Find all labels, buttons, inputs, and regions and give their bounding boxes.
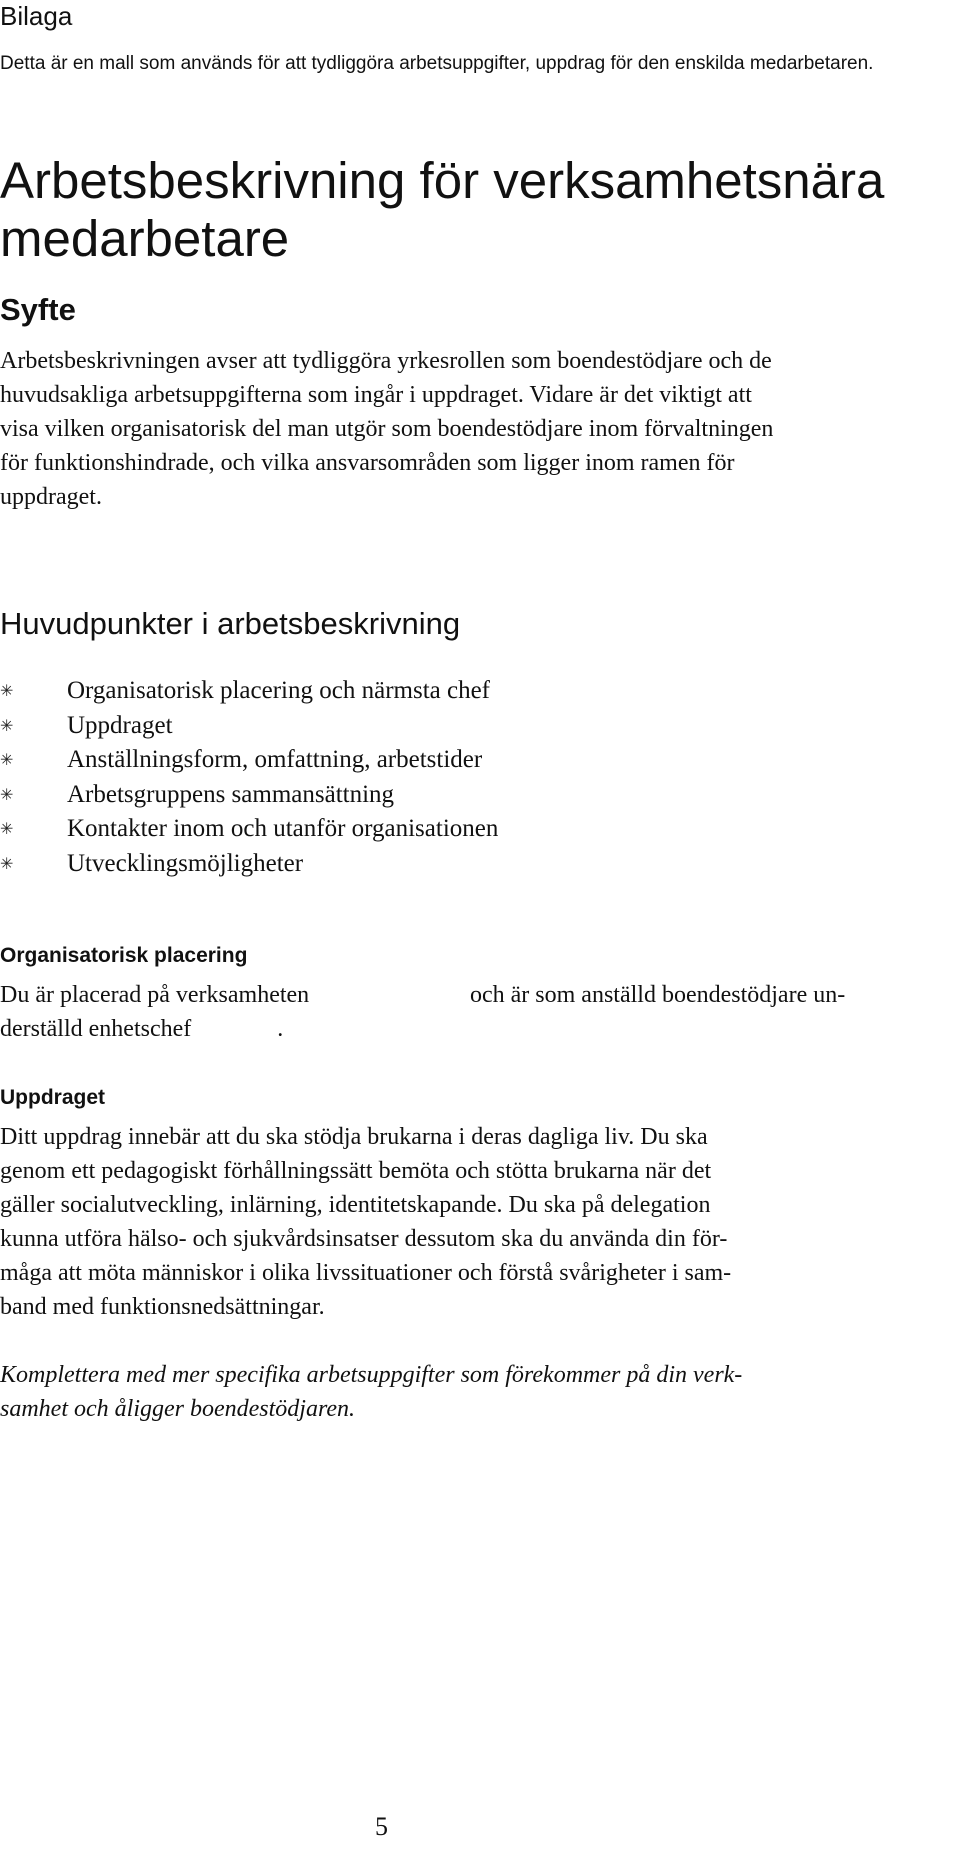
document-title-line-1: Arbetsbeskrivning för verksamhetsnära [0,152,885,209]
huvudpunkter-heading: Huvudpunkter i arbetsbeskrivning [0,606,461,641]
asterisk-bullet-icon: ✳ [0,717,14,735]
organisatorisk-placering-paragraph [0,978,846,1046]
template-intro-text: Detta är en mall som används för att tydliggöra arbetsuppgifter, uppdrag för den enskilda medarbetaren. [0,53,874,74]
paragraph-line: Komplettera med mer specifika arbetsuppgifter som förekommer på din verk- [0,1362,743,1388]
placement-text-continued: och är som anställd boendestödjare un- [470,982,846,1008]
paragraph-line: uppdraget. [0,484,102,510]
syfte-paragraph [0,344,773,514]
paragraph-line: band med funktionsnedsättningar. [0,1294,325,1320]
paragraph-line: huvudsakliga arbetsuppgifterna som ingår i uppdraget. Vidare är det viktigt att [0,382,752,408]
paragraph-line: Arbetsbeskrivningen avser att tydliggöra yrkesrollen som boendestödjare och de [0,348,772,374]
asterisk-bullet-icon: ✳ [0,855,14,873]
asterisk-bullet-icon: ✳ [0,821,14,838]
paragraph-line [0,1012,309,1046]
sentence-end: . [277,1016,284,1042]
paragraph-line: Ditt uppdrag innebär att du ska stödja brukarna i deras dagliga liv. Du ska [0,1124,708,1150]
document-title-line-2: medarbetare [0,210,290,267]
paragraph-line: för funktionshindrade, och vilka ansvarsområden som ligger inom ramen för [0,450,735,476]
asterisk-bullet-icon: ✳ [0,752,14,769]
attachment-label: Bilaga [0,1,73,31]
paragraph-line: genom ett pedagogiskt förhållningssätt bemöta och stötta brukarna när det [0,1158,712,1184]
manager-text: derställd enhetschef [0,1016,192,1042]
paragraph-line: gäller socialutveckling, inlärning, identitetskapande. Du ska på delegation [0,1192,711,1218]
uppdraget-paragraph [0,1120,731,1324]
document-title [0,152,960,268]
placement-text: Du är placerad på verksamheten [0,982,310,1008]
paragraph-line: visa vilken organisatorisk del man utgör som boendestödjare inom förvaltningen [0,416,774,442]
paragraph-line [0,978,846,1012]
organisatorisk-placering-heading: Organisatorisk placering [0,944,248,967]
syfte-heading: Syfte [0,292,76,327]
paragraph-line: måga att möta människor i olika livssituationer och förstå svårigheter i sam- [0,1260,732,1286]
asterisk-bullet-icon: ✳ [0,683,14,700]
page-number: 5 [375,1812,388,1841]
uppdraget-heading: Uppdraget [0,1086,105,1109]
paragraph-line: kunna utföra hälso- och sjukvårdsinsatser dessutom ska du använda din för- [0,1226,728,1252]
komplettera-instruction [0,1358,742,1426]
asterisk-bullet-icon: ✳ [0,786,14,804]
paragraph-line: samhet och åligger boendestödjaren. [0,1396,356,1422]
